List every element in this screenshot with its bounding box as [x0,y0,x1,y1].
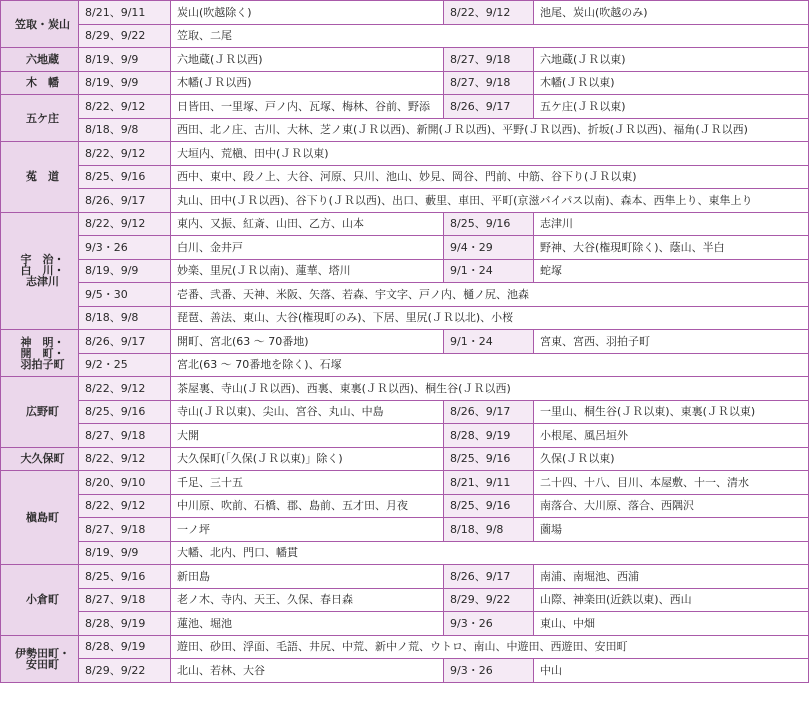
collection-date: 8/27、9/18 [444,71,534,95]
collection-date: 8/18、9/8 [79,118,171,142]
collection-date: 8/27、9/18 [79,424,171,448]
district-list: 二十四、十八、目川、本屋敷、十一、清水 [534,471,809,495]
district-list: 六地蔵(ＪＲ以東) [534,48,809,72]
district-list: 大久保町(「久保(ＪＲ以東)」除く) [171,447,444,471]
collection-date: 8/20、9/10 [79,471,171,495]
district-list: 茶屋裏、寺山(ＪＲ以西)、西裏、東裏(ＪＲ以西)、桐生谷(ＪＲ以西) [171,377,809,401]
collection-date: 9/5・30 [79,283,171,307]
schedule-row [1,518,809,542]
schedule-row [1,424,809,448]
area-name: 大久保町 [1,447,79,471]
schedule-row [1,659,809,683]
schedule-row [1,48,809,72]
collection-date: 8/27、9/18 [444,48,534,72]
schedule-row [1,494,809,518]
collection-date: 9/4・29 [444,236,534,260]
district-list: 日皆田、一里塚、戸ノ内、瓦塚、梅林、谷前、野添 [171,95,444,119]
schedule-row [1,330,809,354]
district-list: 薗場 [534,518,809,542]
district-list: 遊田、砂田、浮面、毛語、井尻、中荒、新中ノ荒、ウトロ、南山、中遊田、西遊田、安田町 [171,635,809,659]
district-list: 野神、大谷(権現町除く)、蔭山、半白 [534,236,809,260]
collection-date: 8/26、9/17 [444,95,534,119]
schedule-row [1,71,809,95]
collection-date: 8/22、9/12 [79,447,171,471]
collection-date: 8/22、9/12 [79,212,171,236]
schedule-row [1,212,809,236]
schedule-row [1,588,809,612]
schedule-row [1,635,809,659]
district-list: 木幡(ＪＲ以東) [534,71,809,95]
collection-date: 8/21、9/11 [444,471,534,495]
district-list: 蓮池、堀池 [171,612,444,636]
district-list: 妙楽、里尻(ＪＲ以南)、蓮華、塔川 [171,259,444,283]
district-list: 炭山(吹越除く) [171,1,444,25]
district-list: 中山 [534,659,809,683]
district-list: 五ケ庄(ＪＲ以東) [534,95,809,119]
collection-date: 8/19、9/9 [79,71,171,95]
district-list: 久保(ＪＲ以東) [534,447,809,471]
collection-date: 8/26、9/17 [79,189,171,213]
collection-date: 8/29、9/22 [79,24,171,48]
collection-date: 8/22、9/12 [444,1,534,25]
collection-date: 8/29、9/22 [444,588,534,612]
area-name: 神 明・ 開 町・ 羽拍子町 [1,330,79,377]
collection-date: 8/28、9/19 [79,635,171,659]
collection-date: 8/25、9/16 [79,565,171,589]
schedule-row [1,377,809,401]
area-name: 宇 治・ 白 川・ 志津川 [1,212,79,330]
district-list: 琵琶、善法、東山、大谷(権現町のみ)、下居、里尻(ＪＲ以北)、小桜 [171,306,809,330]
schedule-row [1,189,809,213]
district-list: 小根尾、風呂垣外 [534,424,809,448]
district-list: 笠取、二尾 [171,24,809,48]
schedule-row [1,142,809,166]
schedule-row [1,1,809,25]
district-list: 蛇塚 [534,259,809,283]
collection-date: 8/25、9/16 [79,165,171,189]
area-name: 五ケ庄 [1,95,79,142]
collection-date: 8/27、9/18 [79,518,171,542]
collection-date: 9/3・26 [444,612,534,636]
collection-date: 8/22、9/12 [79,377,171,401]
schedule-row [1,259,809,283]
district-list: 東山、中畑 [534,612,809,636]
district-list: 大幡、北内、門口、幡貫 [171,541,809,565]
district-list: 壱番、弐番、天神、米阪、矢落、若森、宇文字、戸ノ内、樋ノ尻、池森 [171,283,809,307]
district-list: 大開 [171,424,444,448]
district-list: 白川、金井戸 [171,236,444,260]
schedule-row [1,95,809,119]
district-list: 開町、宮北(63 ～ 70番地) [171,330,444,354]
district-list: 六地蔵(ＪＲ以西) [171,48,444,72]
collection-date: 8/25、9/16 [444,494,534,518]
schedule-row [1,447,809,471]
district-list: 宮東、宮西、羽拍子町 [534,330,809,354]
schedule-row [1,165,809,189]
collection-date: 8/22、9/12 [79,142,171,166]
collection-date: 8/29、9/22 [79,659,171,683]
schedule-row [1,353,809,377]
schedule-row [1,612,809,636]
district-list: 老ノ木、寺内、天王、久保、春日森 [171,588,444,612]
collection-date: 8/25、9/16 [444,447,534,471]
collection-date: 8/19、9/9 [79,259,171,283]
district-list: 池尾、炭山(吹越のみ) [534,1,809,25]
schedule-body [1,1,809,683]
district-list: 山際、神楽田(近鉄以東)、西山 [534,588,809,612]
schedule-row [1,118,809,142]
area-name: 伊勢田町・ 安田町 [1,635,79,682]
collection-date: 8/22、9/12 [79,494,171,518]
district-list: 一里山、桐生谷(ＪＲ以東)、東裏(ＪＲ以東) [534,400,809,424]
district-list: 東内、又振、紅斎、山田、乙方、山本 [171,212,444,236]
collection-date: 8/19、9/9 [79,48,171,72]
collection-date: 9/3・26 [79,236,171,260]
area-name: 木 幡 [1,71,79,95]
district-list: 寺山(ＪＲ以東)、尖山、宮谷、丸山、中島 [171,400,444,424]
collection-date: 8/27、9/18 [79,588,171,612]
collection-date: 8/18、9/8 [79,306,171,330]
district-list: 宮北(63 ～ 70番地を除く)、石塚 [171,353,809,377]
district-list: 大垣内、荒槇、田中(ＪＲ以東) [171,142,809,166]
district-list: 千足、三十五 [171,471,444,495]
schedule-row [1,24,809,48]
district-list: 中川原、吹前、石橋、郡、島前、五才田、月夜 [171,494,444,518]
area-name: 広野町 [1,377,79,448]
district-list: 西田、北ノ庄、古川、大林、芝ノ東(ＪＲ以西)、新開(ＪＲ以西)、平野(ＪＲ以西)、折坂(ＪＲ以西)、福角(ＪＲ以西) [171,118,809,142]
area-name: 菟 道 [1,142,79,213]
collection-date: 8/18、9/8 [444,518,534,542]
collection-date: 8/21、9/11 [79,1,171,25]
collection-date: 8/28、9/19 [79,612,171,636]
district-list: 西中、東中、段ノ上、大谷、河原、只川、池山、妙見、岡谷、門前、中筋、谷下り(ＪＲ以東) [171,165,809,189]
collection-date: 8/26、9/17 [79,330,171,354]
district-list: 新田島 [171,565,444,589]
schedule-row [1,541,809,565]
schedule-row [1,471,809,495]
district-list: 一ノ坪 [171,518,444,542]
collection-date: 8/25、9/16 [444,212,534,236]
collection-date: 8/25、9/16 [79,400,171,424]
schedule-row [1,306,809,330]
collection-date: 8/19、9/9 [79,541,171,565]
district-list: 丸山、田中(ＪＲ以西)、谷下り(ＪＲ以西)、出口、藪里、車田、平町(京滋バイパス以南)、森本、西隼上り、東隼上り [171,189,809,213]
schedule-row [1,283,809,307]
area-name: 槇島町 [1,471,79,565]
area-name: 笠取・炭山 [1,1,79,48]
collection-date: 8/22、9/12 [79,95,171,119]
district-list: 南浦、南堀池、西浦 [534,565,809,589]
district-list: 志津川 [534,212,809,236]
area-name: 六地蔵 [1,48,79,72]
collection-date: 8/28、9/19 [444,424,534,448]
district-list: 木幡(ＪＲ以西) [171,71,444,95]
collection-date: 9/1・24 [444,259,534,283]
schedule-row [1,565,809,589]
district-list: 北山、若林、大谷 [171,659,444,683]
collection-date: 8/26、9/17 [444,565,534,589]
collection-date: 9/1・24 [444,330,534,354]
collection-date: 9/2・25 [79,353,171,377]
area-name: 小倉町 [1,565,79,636]
collection-date: 8/26、9/17 [444,400,534,424]
schedule-row [1,400,809,424]
district-list: 南落合、大川原、落合、西隅沢 [534,494,809,518]
schedule-row [1,236,809,260]
collection-date: 9/3・26 [444,659,534,683]
